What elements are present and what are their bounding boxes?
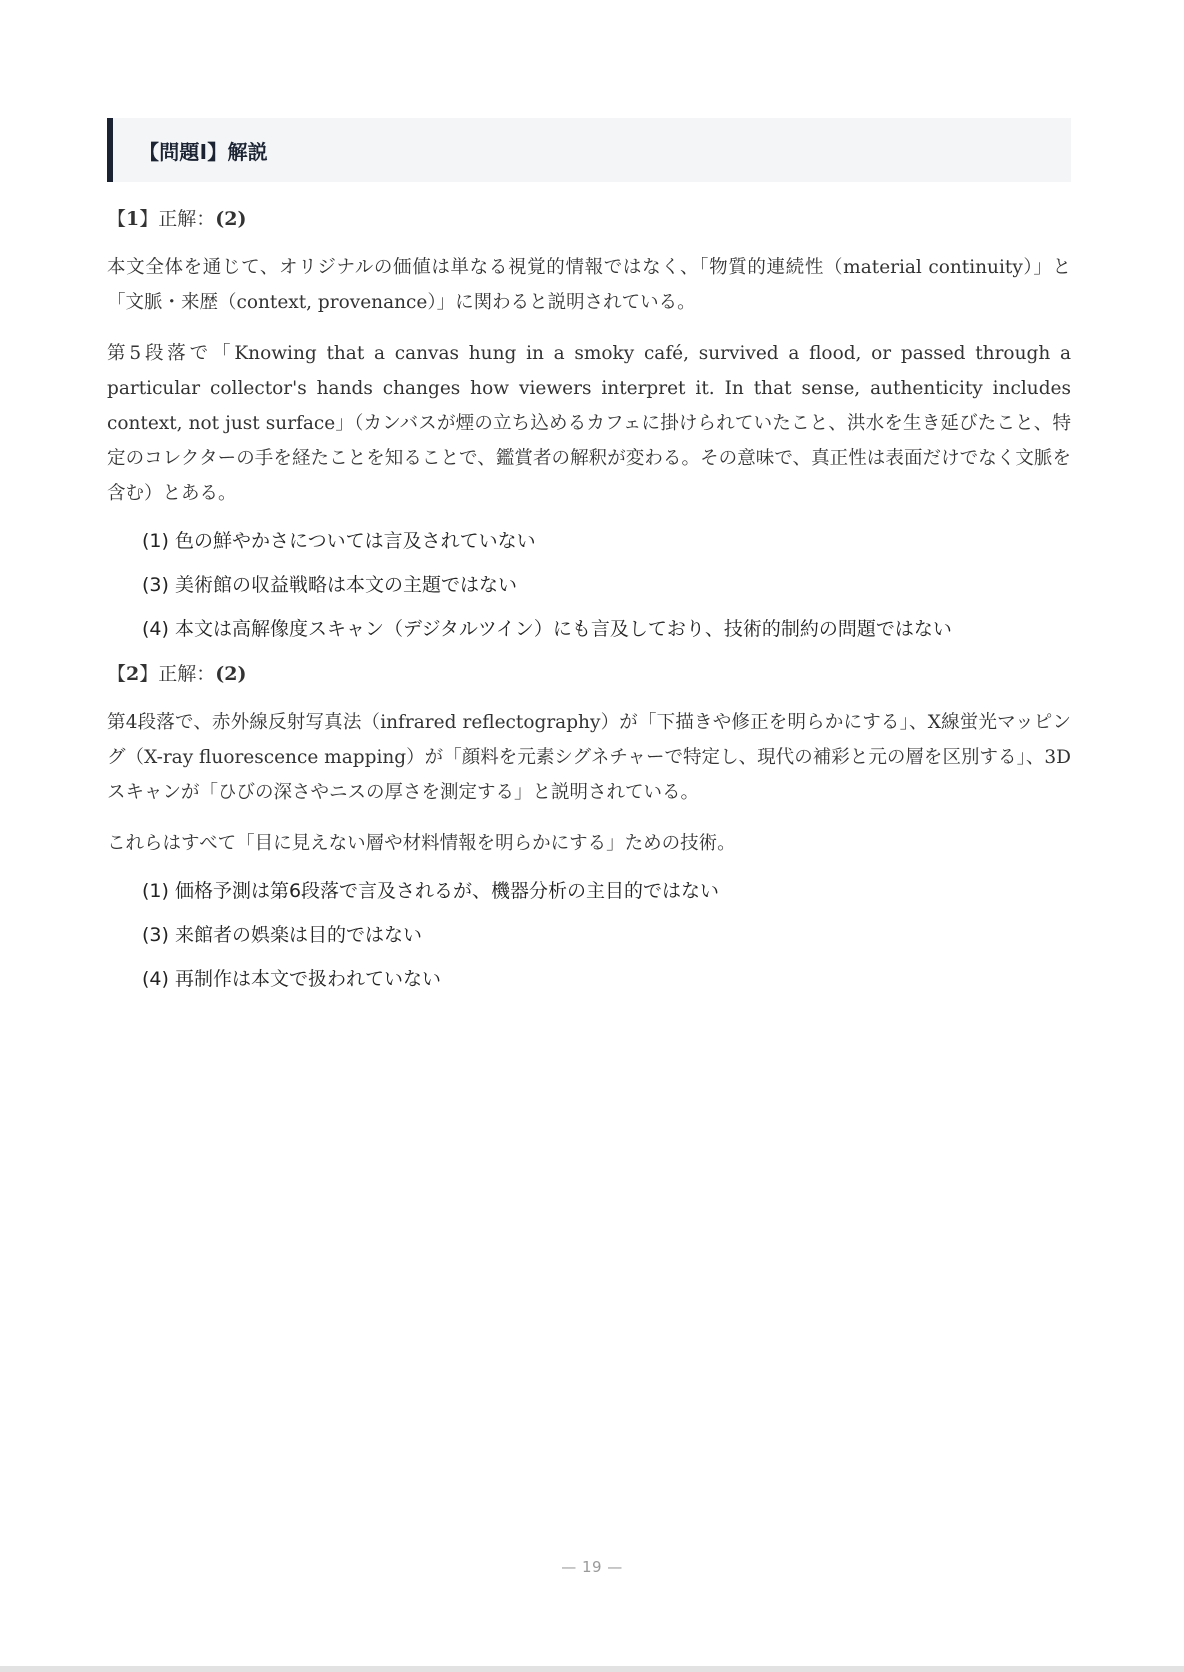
viewer-bottom-edge	[0, 1666, 1184, 1672]
answer-label-close: 】正解：	[139, 208, 216, 230]
question-block-1	[107, 204, 1071, 643]
choice-item: (3) 美術館の収益戦略は本文の主題ではない	[142, 574, 517, 596]
choice-item: (4) 本文は高解像度スキャン（デジタルツイン）にも言及しており、技術的制約の問題ではない	[142, 618, 952, 640]
choice-item: (1) 色の鮮やかさについては言及されていない	[142, 530, 536, 552]
explanation-paragraph: 第5段落で「Knowing that a canvas hung in a smoky café, survived a flood, or passed through a particular collector's hands changes how viewers interpret it. In that sense, authenticity includes context, not just surface」（カンバスが煙の立ち込めるカフェに掛けられていたこと、洪水を生き延びたこと、特定のコレクターの手を経たことを知ることで、鑑賞者の解釈が変わる。その意味で、真正性は表面だけでなく文脈を含む）とある。	[107, 343, 1071, 504]
explanation-paragraph: 第4段落で、赤外線反射写真法（infrared reflectography）が「下描きや修正を明らかにする」、X線蛍光マッピング（X-ray fluorescence mapping）が「顔料を元素シグネチャーで特定し、現代の補彩と元の層を区別する」、3Dスキャンが「ひびの深さやニスの厚さを測定する」と説明されている。	[107, 712, 1071, 803]
section-header	[107, 118, 1071, 182]
answer-value: (2)	[215, 663, 247, 685]
answer-value: (2)	[215, 208, 247, 230]
page-content	[107, 118, 1071, 1009]
answer-label-close: 】正解：	[139, 663, 216, 685]
choice-item: (1) 価格予測は第6段落で言及されるが、機器分析の主目的ではない	[142, 880, 720, 902]
choice-list	[107, 877, 1071, 993]
explanation-paragraph: これらはすべて「目に見えない層や材料情報を明らかにする」ための技術。	[107, 833, 736, 854]
question-block-2	[107, 659, 1071, 993]
answer-line	[107, 659, 1071, 689]
answer-label-open: 【	[107, 208, 127, 230]
choice-list	[107, 527, 1071, 643]
choice-item: (3) 来館者の娯楽は目的ではない	[142, 924, 422, 946]
explanation-paragraph: 本文全体を通じて、オリジナルの価値は単なる視覚的情報ではなく、「物質的連続性（material continuity）」と「文脈・来歴（context, provenance）」に関わると説明されている。	[107, 257, 1071, 313]
answer-label-open: 【	[107, 663, 127, 685]
answer-line	[107, 204, 1071, 234]
choice-item: (4) 再制作は本文で扱われていない	[142, 968, 441, 990]
page-number: — 19 —	[561, 1558, 623, 1576]
question-number: 2	[126, 663, 140, 685]
question-number: 1	[126, 208, 140, 230]
section-title: 【問題I】解説	[139, 139, 268, 164]
